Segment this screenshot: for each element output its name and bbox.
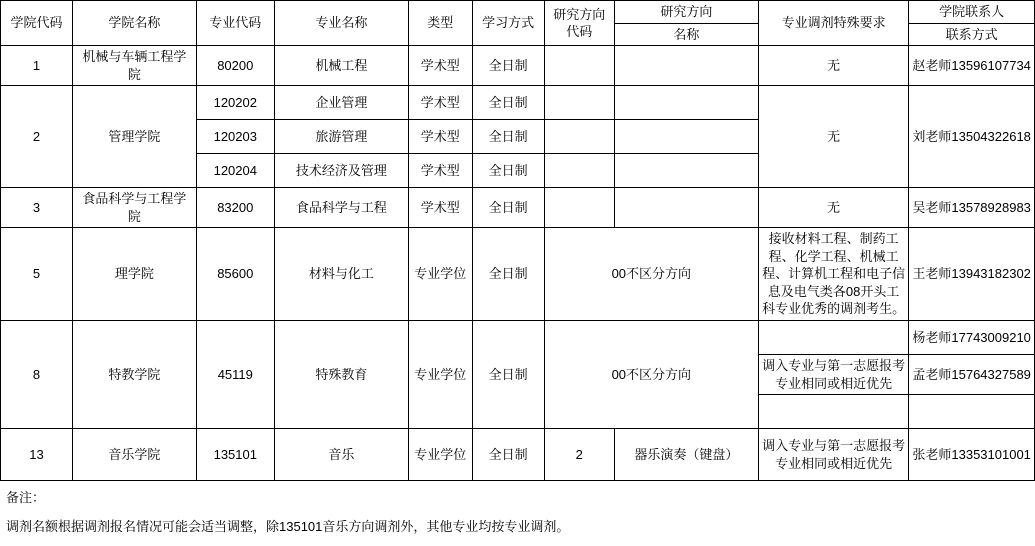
notes-label: 备注： bbox=[6, 490, 46, 506]
header-contact-info: 联系方式 bbox=[909, 23, 1035, 46]
cell-research-direction-merged: 00不区分方向 bbox=[544, 321, 758, 429]
cell-research-dir-code bbox=[544, 46, 614, 86]
cell-research-dir-name bbox=[614, 188, 758, 228]
cell-type: 学术型 bbox=[408, 46, 472, 86]
cell-research-dir-code: 2 bbox=[544, 429, 614, 481]
cell-college-name: 食品科学与工程学院 bbox=[73, 188, 197, 228]
header-contact-person: 学院联系人 bbox=[909, 1, 1035, 24]
cell-major-name: 特殊教育 bbox=[274, 321, 408, 429]
cell-college-code: 3 bbox=[1, 188, 73, 228]
cell-college-code: 1 bbox=[1, 46, 73, 86]
cell-major-code: 85600 bbox=[196, 228, 274, 321]
cell-study-mode: 全日制 bbox=[472, 154, 544, 188]
cell-research-dir-code bbox=[544, 86, 614, 120]
cell-college-code: 8 bbox=[1, 321, 73, 429]
header-major-code: 专业代码 bbox=[196, 1, 274, 46]
cell-contact: 孟老师15764327589 bbox=[909, 355, 1035, 395]
cell-study-mode: 全日制 bbox=[472, 321, 544, 429]
cell-contact: 吴老师13578928983 bbox=[909, 188, 1035, 228]
cell-major-code: 120202 bbox=[196, 86, 274, 120]
cell-study-mode: 全日制 bbox=[472, 86, 544, 120]
header-research-dir-name: 名称 bbox=[614, 23, 758, 46]
cell-major-code: 80200 bbox=[196, 46, 274, 86]
cell-transfer-requirements: 无 bbox=[758, 86, 908, 188]
cell-study-mode: 全日制 bbox=[472, 429, 544, 481]
cell-research-dir-name bbox=[614, 154, 758, 188]
table-row bbox=[1, 86, 1035, 120]
cell-college-code: 5 bbox=[1, 228, 73, 321]
cell-research-dir-name bbox=[614, 120, 758, 154]
cell-major-name: 材料与化工 bbox=[274, 228, 408, 321]
cell-major-code: 83200 bbox=[196, 188, 274, 228]
cell-study-mode: 全日制 bbox=[472, 228, 544, 321]
table-row bbox=[1, 188, 1035, 228]
cell-major-name: 机械工程 bbox=[274, 46, 408, 86]
cell-research-dir-code bbox=[544, 188, 614, 228]
cell-contact: 张老师13353101001 bbox=[909, 429, 1035, 481]
cell-major-code: 120203 bbox=[196, 120, 274, 154]
cell-transfer-requirements bbox=[758, 321, 908, 355]
cell-study-mode: 全日制 bbox=[472, 120, 544, 154]
table-row bbox=[1, 429, 1035, 481]
cell-major-name: 音乐 bbox=[274, 429, 408, 481]
header-college-code: 学院代码 bbox=[1, 1, 73, 46]
table-header-row bbox=[1, 1, 1035, 24]
cell-research-direction-merged: 00不区分方向 bbox=[544, 228, 758, 321]
cell-type: 学术型 bbox=[408, 86, 472, 120]
cell-type: 专业学位 bbox=[408, 321, 472, 429]
cell-transfer-requirements: 接收材料工程、制药工程、化学工程、机械工程、计算机工程和电子信息及电气类各08开头工科专业优秀的调剂考生。 bbox=[758, 228, 908, 321]
cell-college-code: 2 bbox=[1, 86, 73, 188]
header-type: 类型 bbox=[408, 1, 472, 46]
notes-body: 调剂名额根据调剂报名情况可能会适当调整，除135101音乐方向调剂外，其他专业均按专业调剂。 bbox=[6, 519, 570, 535]
cell-research-dir-code bbox=[544, 154, 614, 188]
cell-college-name: 音乐学院 bbox=[73, 429, 197, 481]
header-research-direction: 研究方向 bbox=[614, 1, 758, 24]
cell-type: 专业学位 bbox=[408, 228, 472, 321]
cell-type: 学术型 bbox=[408, 120, 472, 154]
cell-contact bbox=[909, 395, 1035, 429]
header-study-mode: 学习方式 bbox=[472, 1, 544, 46]
cell-transfer-requirements: 无 bbox=[758, 46, 908, 86]
cell-type: 学术型 bbox=[408, 154, 472, 188]
cell-college-code: 13 bbox=[1, 429, 73, 481]
cell-college-name: 理学院 bbox=[73, 228, 197, 321]
table-row bbox=[1, 228, 1035, 321]
cell-research-dir-name bbox=[614, 86, 758, 120]
cell-college-name: 机械与车辆工程学院 bbox=[73, 46, 197, 86]
cell-type: 专业学位 bbox=[408, 429, 472, 481]
cell-major-code: 135101 bbox=[196, 429, 274, 481]
cell-major-code: 120204 bbox=[196, 154, 274, 188]
header-college-name: 学院名称 bbox=[73, 1, 197, 46]
cell-contact: 赵老师13596107734 bbox=[909, 46, 1035, 86]
cell-transfer-requirements: 调入专业与第一志愿报考专业相同或相近优先 bbox=[758, 429, 908, 481]
cell-study-mode: 全日制 bbox=[472, 46, 544, 86]
cell-major-name: 食品科学与工程 bbox=[274, 188, 408, 228]
table-row bbox=[1, 46, 1035, 86]
cell-type: 学术型 bbox=[408, 188, 472, 228]
cell-transfer-requirements bbox=[758, 395, 908, 429]
cell-research-dir-name bbox=[614, 46, 758, 86]
header-transfer-requirements: 专业调剂特殊要求 bbox=[758, 1, 908, 46]
table-row bbox=[1, 321, 1035, 355]
cell-major-name: 旅游管理 bbox=[274, 120, 408, 154]
cell-research-dir-name: 器乐演奏（键盘） bbox=[614, 429, 758, 481]
cell-college-name: 特教学院 bbox=[73, 321, 197, 429]
cell-research-dir-code bbox=[544, 120, 614, 154]
cell-transfer-requirements: 调入专业与第一志愿报考专业相同或相近优先 bbox=[758, 355, 908, 395]
cell-major-name: 技术经济及管理 bbox=[274, 154, 408, 188]
header-research-dir-code: 研究方向代码 bbox=[544, 1, 614, 46]
cell-study-mode: 全日制 bbox=[472, 188, 544, 228]
cell-college-name: 管理学院 bbox=[73, 86, 197, 188]
header-major-name: 专业名称 bbox=[274, 1, 408, 46]
cell-major-name: 企业管理 bbox=[274, 86, 408, 120]
cell-contact: 王老师13943182302 bbox=[909, 228, 1035, 321]
cell-transfer-requirements: 无 bbox=[758, 188, 908, 228]
cell-major-code: 45119 bbox=[196, 321, 274, 429]
cell-contact: 杨老师17743009210 bbox=[909, 321, 1035, 355]
notes-section bbox=[0, 487, 1035, 535]
cell-contact: 刘老师13504322618 bbox=[909, 86, 1035, 188]
